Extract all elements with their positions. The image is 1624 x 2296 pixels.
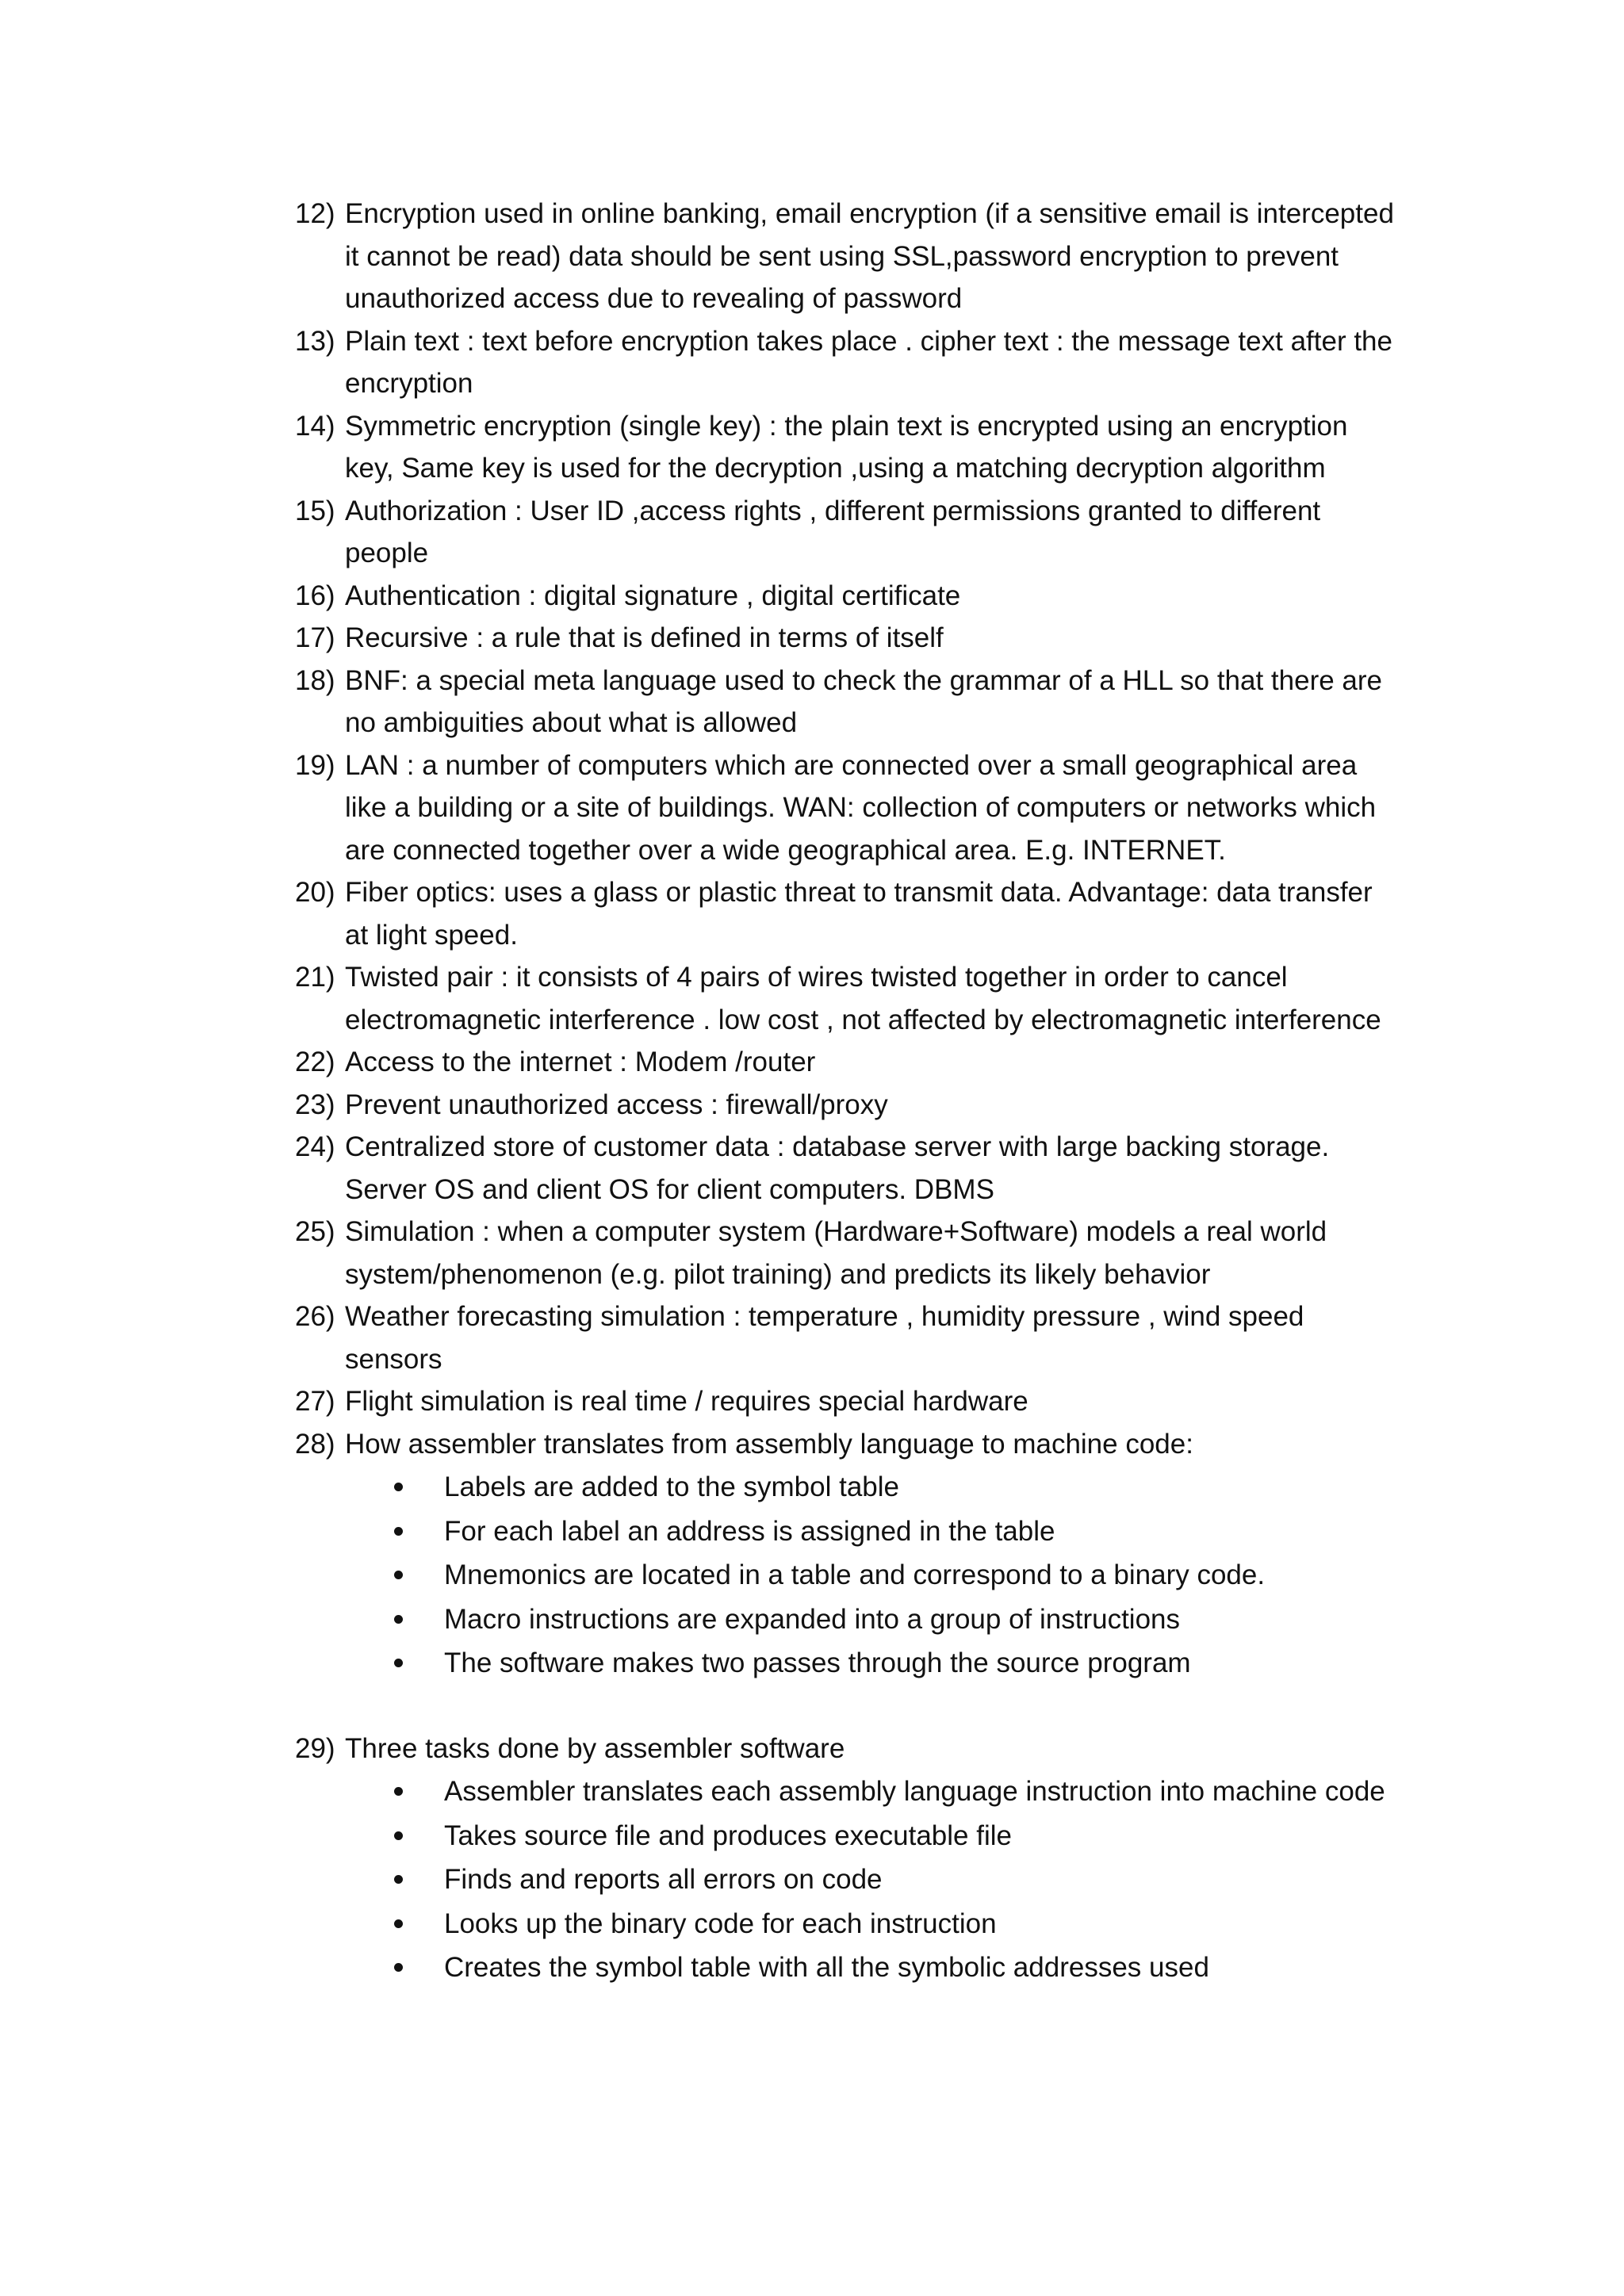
bullet-item	[0, 1858, 1624, 1902]
item-text: Access to the internet : Modem /router	[345, 1047, 816, 1077]
bullet-item	[0, 1814, 1624, 1858]
item-number: 12)	[295, 198, 335, 229]
item-text: Authentication : digital signature , digital certificate	[345, 580, 961, 611]
bullet-text: The software makes two passes through the source program	[444, 1647, 1191, 1678]
item-number: 23)	[295, 1089, 335, 1120]
item-number: 16)	[295, 580, 335, 611]
item-number: 26)	[295, 1301, 335, 1332]
list-item-17	[0, 617, 1624, 660]
bullet-item	[0, 1598, 1624, 1642]
list-item-23	[0, 1084, 1624, 1127]
bullet-dot-icon	[394, 1787, 403, 1796]
bullet-text: Finds and reports all errors on code	[444, 1864, 883, 1895]
item-number: 22)	[295, 1047, 335, 1077]
bullet-dot-icon	[394, 1615, 403, 1624]
item-number: 28)	[295, 1428, 335, 1460]
item-text: Centralized store of customer data : database server with large backing storage. Server OS and client OS for client computers. DBMS	[345, 1131, 1330, 1205]
bullet-dot-icon	[394, 1483, 403, 1491]
bullet-item	[0, 1465, 1624, 1510]
bullet-dot-icon	[394, 1527, 403, 1536]
bullet-dot-icon	[394, 1571, 403, 1579]
bullet-text: Looks up the binary code for each instruction	[444, 1908, 997, 1939]
bullet-dot-icon	[394, 1659, 403, 1667]
list-item-13	[0, 320, 1624, 405]
bullet-dot-icon	[394, 1963, 403, 1972]
list-item-18	[0, 660, 1624, 744]
bullet-text: Assembler translates each assembly language instruction into machine code	[444, 1776, 1385, 1807]
bullet-dot-icon	[394, 1875, 403, 1884]
list-item-20	[0, 871, 1624, 956]
list-item-14	[0, 405, 1624, 490]
item-text: Three tasks done by assembler software	[345, 1732, 845, 1764]
item-text: Encryption used in online banking, email encryption (if a sensitive email is intercepted it cannot be read) data should be sent using SSL,password encryption to prevent unauthorized access due to revealing of password	[345, 198, 1394, 314]
list-item-26	[0, 1295, 1624, 1380]
item-29-bullet-list	[0, 1770, 1624, 1990]
list-item-24	[0, 1126, 1624, 1211]
bullet-text: Creates the symbol table with all the symbolic addresses used	[444, 1952, 1209, 1983]
list-item-25	[0, 1211, 1624, 1295]
item-text: Recursive : a rule that is defined in terms of itself	[345, 622, 944, 653]
bullet-text: Takes source file and produces executable file	[444, 1820, 1012, 1851]
item-number: 19)	[295, 749, 335, 781]
list-item-12	[0, 193, 1624, 320]
list-item-28	[0, 1423, 1624, 1466]
bullet-dot-icon	[394, 1919, 403, 1928]
item-number: 13)	[295, 325, 335, 357]
bullet-text: Labels are added to the symbol table	[444, 1471, 899, 1502]
item-text: Authorization : User ID ,access rights , different permissions granted to different people	[345, 495, 1321, 568]
item-text: Plain text : text before encryption takes place . cipher text : the message text after the encryption	[345, 325, 1392, 399]
bullet-item	[0, 1553, 1624, 1598]
item-number: 20)	[295, 877, 335, 908]
bullet-text: For each label an address is assigned in the table	[444, 1515, 1055, 1547]
item-number: 15)	[295, 495, 335, 526]
item-text: Simulation : when a computer system (Hardware+Software) models a real world system/phenomenon (e.g. pilot training) and predicts its likely behavior	[345, 1216, 1327, 1290]
list-item-19	[0, 744, 1624, 872]
bullet-item	[0, 1510, 1624, 1554]
bullet-dot-icon	[394, 1831, 403, 1840]
bullet-item	[0, 1641, 1624, 1686]
bullet-item	[0, 1902, 1624, 1946]
item-text: Prevent unauthorized access : firewall/proxy	[345, 1089, 888, 1120]
bullet-text: Macro instructions are expanded into a group of instructions	[444, 1603, 1181, 1635]
item-text: Weather forecasting simulation : temperature , humidity pressure , wind speed sensors	[345, 1301, 1304, 1375]
list-item-27	[0, 1380, 1624, 1423]
item-number: 17)	[295, 622, 335, 653]
item-number: 25)	[295, 1216, 335, 1247]
item-number: 29)	[295, 1732, 335, 1764]
list-item-15	[0, 490, 1624, 575]
list-item-21	[0, 956, 1624, 1041]
item-number: 14)	[295, 410, 335, 442]
item-text: LAN : a number of computers which are connected over a small geographical area like a building or a site of buildings. WAN: collection of computers or networks which are connected together over a wide geographical area. E.g. INTERNET.	[345, 749, 1377, 866]
item-text: Flight simulation is real time / requires special hardware	[345, 1386, 1028, 1417]
item-number: 21)	[295, 962, 335, 993]
spacer	[0, 1686, 1624, 1728]
item-text: Fiber optics: uses a glass or plastic threat to transmit data. Advantage: data transfer at light speed.	[345, 877, 1373, 951]
item-number: 27)	[295, 1386, 335, 1417]
bullet-item	[0, 1946, 1624, 1990]
item-text: Twisted pair : it consists of 4 pairs of wires twisted together in order to cancel electromagnetic interference . low cost , not affected by electromagnetic interference	[345, 962, 1381, 1035]
item-28-bullet-list	[0, 1465, 1624, 1686]
item-text: Symmetric encryption (single key) : the plain text is encrypted using an encryption key, Same key is used for the decryption ,using a matching decryption algorithm	[345, 410, 1348, 484]
item-text: BNF: a special meta language used to check the grammar of a HLL so that there are no ambiguities about what is allowed	[345, 664, 1383, 738]
item-text: How assembler translates from assembly language to machine code:	[345, 1428, 1193, 1460]
item-number: 18)	[295, 664, 335, 696]
item-number: 24)	[295, 1131, 335, 1162]
bullet-text: Mnemonics are located in a table and correspond to a binary code.	[444, 1559, 1266, 1590]
list-item-29	[0, 1728, 1624, 1770]
list-item-22	[0, 1041, 1624, 1084]
list-item-16	[0, 575, 1624, 618]
bullet-item	[0, 1770, 1624, 1814]
